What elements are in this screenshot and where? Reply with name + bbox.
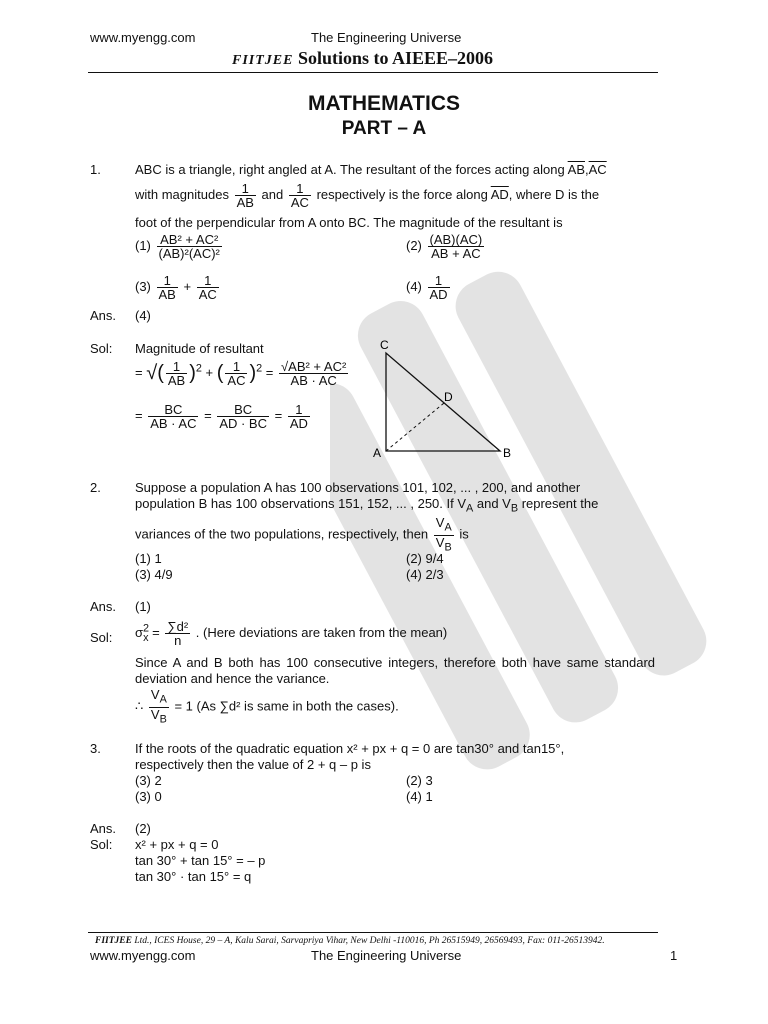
q3-number: 3. <box>90 741 101 756</box>
q3-option-4: (4) 1 <box>406 789 433 804</box>
q2-sol-line3: ∴ $\frac{V_A}{V_B}$ = 1 (As ∑d² is same in both the cases). <box>135 687 399 726</box>
q2-option-4: (4) 2/3 <box>406 567 444 582</box>
q2-option-2: (2) 9/4 <box>406 551 444 566</box>
header-subtitle: Solutions to AIEEE–2006 <box>297 48 494 68</box>
q1-line2-a: with magnitudes <box>135 186 229 202</box>
q1-line2-c: , where D is the <box>508 186 600 202</box>
q1-frac2: $\frac{1}{AC}$ <box>290 181 309 210</box>
vertex-c: C <box>380 338 389 352</box>
q2-ans-label: Ans. <box>90 599 117 614</box>
q3-sol-label: Sol: <box>90 837 113 852</box>
fiitjee-logo: FIITJEE <box>232 53 294 68</box>
q2-line1: Suppose a population A has 100 observations 101, 102, ... , 200, and another <box>135 480 581 495</box>
q1-and: and <box>261 186 284 202</box>
q1-vec-ab: $\overline{AB}$ <box>567 162 585 177</box>
q3-sol-line3: tan 30° · tan 15° = q <box>135 869 252 884</box>
footer-brand: FIITJEE <box>95 936 132 946</box>
q3-line1: If the roots of the quadratic equation x² + px + q = 0 are tan30° and tan15°, <box>135 741 565 756</box>
q1-frac1: $\frac{1}{AB}$ <box>236 181 254 210</box>
q3-option-1: (3) 2 <box>135 773 162 788</box>
footer-website: www.myengg.com <box>90 948 196 963</box>
q3-sol-line2: tan 30° + tan 15° = – p <box>135 853 266 868</box>
q3-option-3: (3) 0 <box>135 789 162 804</box>
q1-sol-line3: = $\frac{BC}{AB \cdot AC}$ = $\frac{BC}{AD \cdot BC}$ = $\frac{1}{AD}$ <box>135 402 308 431</box>
page-part: PART – A <box>341 118 427 139</box>
q2-option-3: (3) 4/9 <box>135 567 173 582</box>
q3-sol-line1: x² + px + q = 0 <box>135 837 219 852</box>
footer-center-title: The Engineering Universe <box>311 948 462 963</box>
q1-option-4: (4) $\frac{1}{AD}$ <box>406 273 448 302</box>
header-rule <box>88 72 658 73</box>
header-website: www.myengg.com <box>90 30 196 45</box>
q1-vec-ac: $\overline{AC}$ <box>588 162 607 177</box>
q3-ans-label: Ans. <box>90 821 117 836</box>
q2-line3: variances of the two populations, respectively, then $\frac{V_A}{V_B}$ is <box>135 515 469 554</box>
page-number: 1 <box>670 948 678 963</box>
q3-option-2: (2) 3 <box>406 773 433 788</box>
q1-ans-label: Ans. <box>90 308 117 323</box>
q1-option-2: (2) $\frac{(AB)(AC)}{AB + AC}$ <box>406 232 483 261</box>
vertex-b: B <box>503 446 512 460</box>
q1-line1-text: ABC is a triangle, right angled at A. The resultant of the forces acting along <box>135 162 565 177</box>
perpendicular-ad <box>386 403 444 451</box>
footer-rule <box>88 932 658 933</box>
header-center-title: The Engineering Universe <box>311 30 462 45</box>
q1-line2-b: respectively is the force along <box>316 186 488 202</box>
triangle-figure <box>370 335 520 465</box>
q1-ans-value: (4) <box>135 308 151 323</box>
vertex-d: D <box>444 390 453 404</box>
q1-option-1: (1) $\frac{\text{AB² + AC²}}{\text{(AB)²(AC)²}}$ <box>135 232 220 261</box>
q3-ans-value: (2) <box>135 821 151 836</box>
q2-option-1: (1) 1 <box>135 551 162 566</box>
q1-line2 <box>135 182 655 209</box>
footer-address-line <box>95 936 605 946</box>
page-title: MATHEMATICS <box>307 92 461 115</box>
q3-line2: respectively then the value of 2 + q – p is <box>135 757 371 772</box>
footer-address: Ltd., ICES House, 29 – A, Kalu Sarai, Sarvapriya Vihar, New Delhi -110016, Ph 26515949, 26569493, Fax: 011-26513942. <box>134 936 605 946</box>
q1-number: 1. <box>90 162 101 177</box>
vertex-a: A <box>373 446 382 460</box>
q2-ans-value: (1) <box>135 599 151 614</box>
q1-line1: ABC is a triangle, right angled at A. The resultant of the forces acting along $\overline{AB},\overline{AC}$ <box>135 162 607 177</box>
q2-sol-line2: Since A and B both has 100 consecutive integers, therefore both have same standard deviation and hence the variance. <box>135 655 655 686</box>
header-brand-line <box>232 48 493 69</box>
q2-sol-line1: $\sigma^2_x$ = $\frac{\text{∑d²}}{n}$ . (Here deviations are taken from the mean) <box>135 619 448 648</box>
q2-number: 2. <box>90 480 101 495</box>
q1-sol-line1: Magnitude of resultant <box>135 341 264 356</box>
q1-sol-line2: = √( $\frac{1}{AB}$ )$^2$ + ( $\frac{1}{AC}$ )$^2$ = $\frac{\text{√AB² + AC²}}{AB \cdot AC}$ <box>135 359 347 388</box>
q1-sol-label: Sol: <box>90 341 113 356</box>
triangle-abc <box>386 353 500 451</box>
q2-sol-label: Sol: <box>90 630 113 645</box>
q2-fraction: $\frac{V_A}{V_B}$ <box>435 515 452 554</box>
q1-line3: foot of the perpendicular from A onto BC. The magnitude of the resultant is <box>135 215 563 230</box>
q1-vec-ad: $\overline{AD}$ <box>490 186 509 202</box>
q2-line2: population B has 100 observations 151, 152, ... , 250. If $V_A$ and $V_B$ represent the <box>135 496 599 515</box>
q1-option-3: (3) $\frac{1}{AB}$ + $\frac{1}{AC}$ <box>135 273 217 302</box>
